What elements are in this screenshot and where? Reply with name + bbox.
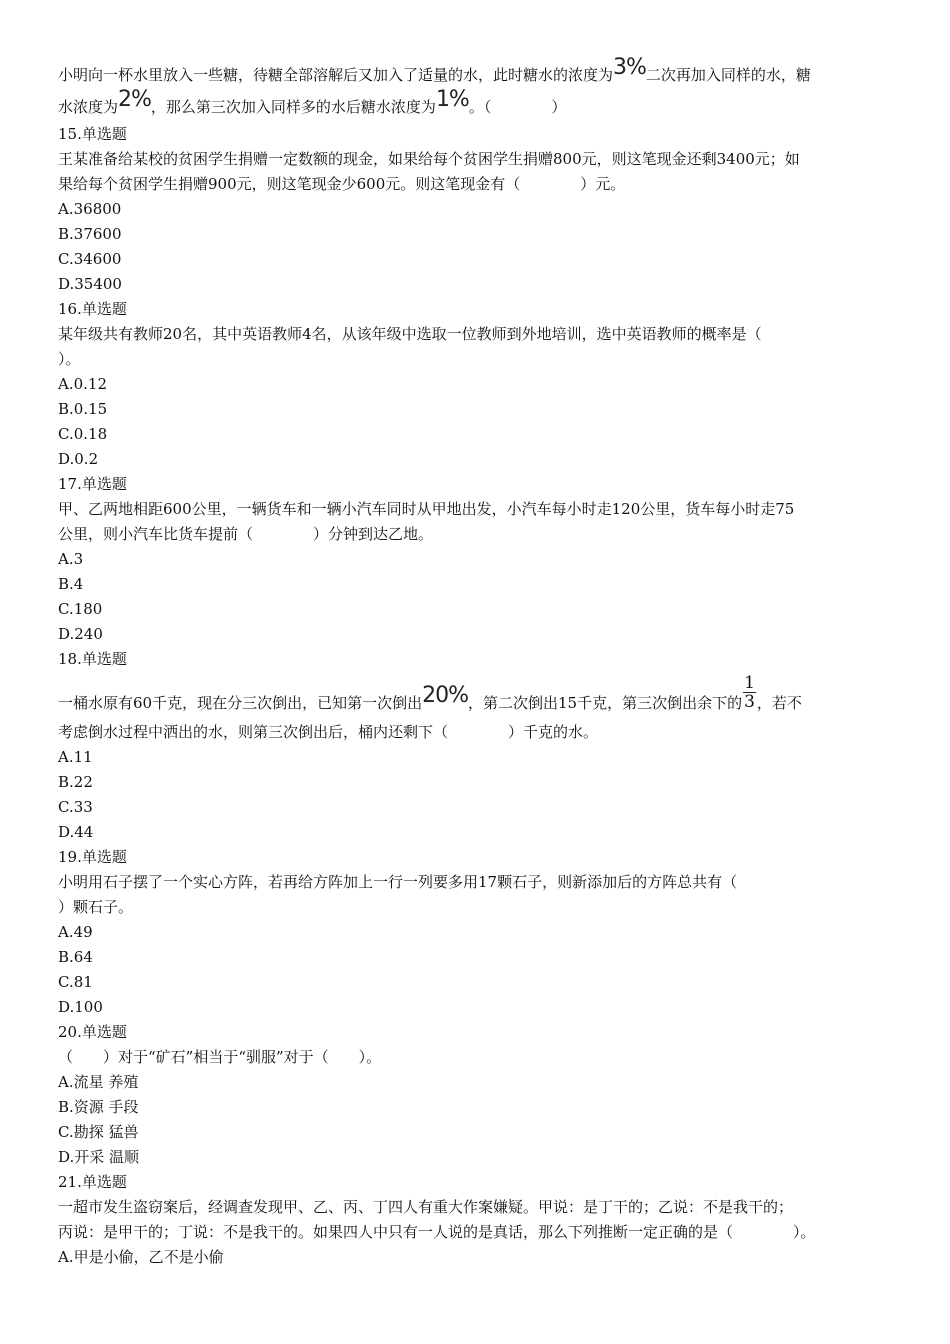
q19-stem-line-1: 小明用石子摆了一个实心方阵，若再给方阵加上一行一列要多用17颗石子，则新添加后的方阵总共有（ <box>58 873 738 891</box>
q14-text: 小明向一杯水里放入一些糖，待糖全部溶解后又加入了适量的水，此时糖水的浓度为 <box>58 66 614 84</box>
q15-option-a[interactable]: A.36800 <box>58 200 122 218</box>
q14-text-2c: 。（ ） <box>468 98 567 116</box>
q16-option-c[interactable]: C.0.18 <box>58 425 108 443</box>
q21-stem-line-1: 一超市发生盗窃案后，经调查发现甲、乙、丙、丁四人有重大作案嫌疑。甲说：是丁干的；乙说：不是我干的； <box>58 1198 794 1216</box>
q20-header: 20.单选题 <box>58 1023 127 1041</box>
q20-stem-line-1: （ ）对于“矿石”相当于“驯服”对于（ ）。 <box>58 1048 382 1066</box>
q14-pct-3: 1% <box>435 87 469 112</box>
q15-option-b[interactable]: B.37600 <box>58 225 122 243</box>
q20-option-b[interactable]: B.资源 手段 <box>58 1098 139 1116</box>
q18-text-c: ，若不 <box>756 694 802 712</box>
q14-text-2b: ，那么第三次加入同样多的水后糖水浓度为 <box>150 98 436 116</box>
q19-option-d[interactable]: D.100 <box>58 998 103 1016</box>
q18-stem-line-1 <box>58 672 898 720</box>
q16-stem-line-2: ）。 <box>58 350 81 368</box>
q18-option-c[interactable]: C.33 <box>58 798 93 816</box>
q16-stem-line-1: 某年级共有教师20名，其中英语教师4名，从该年级中选取一位教师到外地培训，选中英语教师的概率是（ <box>58 325 762 343</box>
q16-header: 16.单选题 <box>58 300 127 318</box>
q18-fraction <box>743 674 756 711</box>
q18-text-a: 一桶水原有60千克，现在分三次倒出，已知第一次倒出 <box>58 694 423 712</box>
q15-stem-line-2: 果给每个贫困学生捐赠900元，则这笔现金少600元。则这笔现金有（ ）元。 <box>58 175 626 193</box>
q19-option-c[interactable]: C.81 <box>58 973 93 991</box>
q18-pct: 20% <box>422 683 468 708</box>
q14-pct-2: 2% <box>118 87 151 112</box>
q18-option-d[interactable]: D.44 <box>58 823 94 841</box>
q21-option-a[interactable]: A.甲是小偷，乙不是小偷 <box>58 1248 224 1266</box>
q15-stem-line-1: 王某准备给某校的贫困学生捐赠一定数额的现金，如果给每个贫困学生捐赠800元，则这笔现金还剩3400元；如 <box>58 150 800 168</box>
q20-option-a[interactable]: A.流星 养殖 <box>58 1073 139 1091</box>
q14-pct-1: 3% <box>613 55 646 80</box>
q14-text-b: 二次再加入同样的水，糖 <box>645 66 811 84</box>
q18-option-a[interactable]: A.11 <box>58 748 93 766</box>
q15-option-d[interactable]: D.35400 <box>58 275 122 293</box>
q15-header: 15.单选题 <box>58 125 127 143</box>
q14-text-line-1 <box>58 56 898 86</box>
q17-option-c[interactable]: C.180 <box>58 600 103 618</box>
q17-stem-line-1: 甲、乙两地相距600公里，一辆货车和一辆小汽车同时从甲地出发，小汽车每小时走120公里，货车每小时走75 <box>58 500 795 518</box>
q17-option-b[interactable]: B.4 <box>58 575 84 593</box>
q16-option-d[interactable]: D.0.2 <box>58 450 99 468</box>
q18-option-b[interactable]: B.22 <box>58 773 93 791</box>
q18-stem-line-2: 考虑倒水过程中洒出的水，则第三次倒出后，桶内还剩下（ ）千克的水。 <box>58 723 599 741</box>
q14-text-2a: 水浓度为 <box>58 98 119 116</box>
q17-stem-line-2: 公里，则小汽车比货车提前（ ）分钟到达乙地。 <box>58 525 434 543</box>
q18-frac-den: 3 <box>744 691 755 712</box>
q16-option-b[interactable]: B.0.15 <box>58 400 108 418</box>
q19-stem-line-2: ）颗石子。 <box>58 898 134 916</box>
q16-option-a[interactable]: A.0.12 <box>58 375 107 393</box>
q17-header: 17.单选题 <box>58 475 127 493</box>
q21-stem-line-2: 丙说：是甲干的；丁说：不是我干的。如果四人中只有一人说的是真话，那么下列推断一定正确的是（ ）。 <box>58 1223 816 1241</box>
q20-option-c[interactable]: C.勘探 猛兽 <box>58 1123 139 1141</box>
q19-option-b[interactable]: B.64 <box>58 948 93 966</box>
q17-option-d[interactable]: D.240 <box>58 625 103 643</box>
q20-option-d[interactable]: D.开采 温顺 <box>58 1148 140 1166</box>
q14-text-line-2 <box>58 86 898 122</box>
q15-option-c[interactable]: C.34600 <box>58 250 122 268</box>
q18-frac-num: 1 <box>744 672 755 693</box>
q19-option-a[interactable]: A.49 <box>58 923 93 941</box>
q18-text-b: ，第二次倒出15千克，第三次倒出余下的 <box>468 694 743 712</box>
q17-option-a[interactable]: A.3 <box>58 550 84 568</box>
q19-header: 19.单选题 <box>58 848 127 866</box>
q21-header: 21.单选题 <box>58 1173 127 1191</box>
question-document <box>58 56 898 1270</box>
q18-header: 18.单选题 <box>58 650 127 668</box>
